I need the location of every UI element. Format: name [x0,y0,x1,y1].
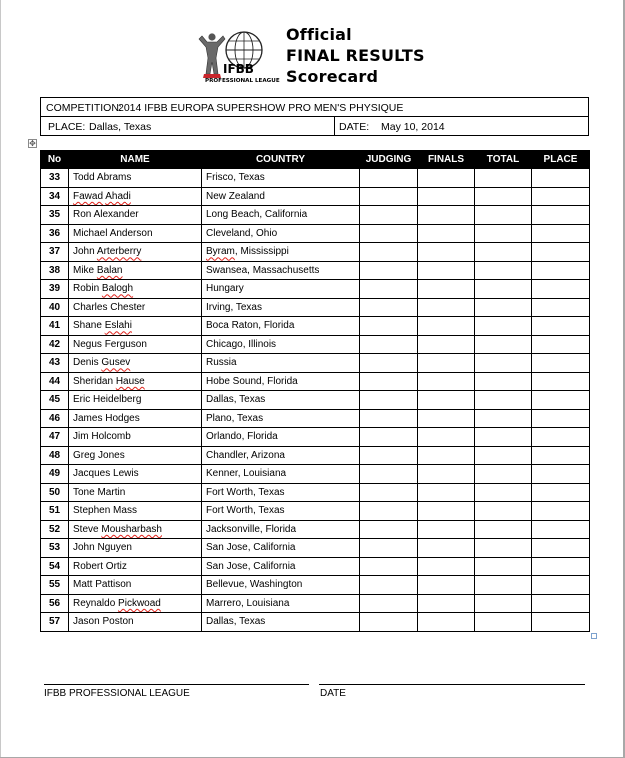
competitor-first-name: Negus [73,338,102,350]
competitor-last-name: Balan [96,264,123,276]
competitor-first-name: Jim [73,431,89,443]
competitor-first-name: Stephen [73,505,111,517]
place-label: PLACE: [48,121,86,133]
competitor-first-name: Ron [73,209,92,221]
competitor-number: 43 [41,354,69,373]
competitor-last-name: Hause [115,375,145,387]
competitor-last-name: Alexander [93,209,139,221]
total-cell[interactable] [475,335,532,354]
place-cell[interactable] [532,243,590,262]
total-cell[interactable] [475,206,532,225]
total-cell[interactable] [475,243,532,262]
competitor-country: Bellevue, Washington [202,576,360,595]
table-row [41,557,590,576]
place-cell[interactable] [532,428,590,447]
finals-cell[interactable] [418,465,475,484]
total-cell[interactable] [475,224,532,243]
table-resize-handle[interactable] [591,633,597,639]
judging-cell[interactable] [360,372,418,391]
competitor-first-name: Matt [73,579,93,591]
competitor-name [69,539,202,558]
logo-subtitle-text: PROFESSIONAL LEAGUE [205,78,280,84]
competitor-first-name: Tone [73,486,95,498]
competitor-country: Cleveland, Ohio [202,224,360,243]
judging-cell[interactable] [360,335,418,354]
place-cell[interactable] [532,502,590,521]
competitor-name [69,354,202,373]
finals-cell[interactable] [418,261,475,280]
signature-line-date [319,684,585,685]
competitor-last-name: Gusev [101,357,131,369]
competitor-country: Frisco, Texas [202,169,360,188]
competitor-country: Orlando, Florida [202,428,360,447]
judging-cell[interactable] [360,409,418,428]
competition-box [40,97,589,117]
place-cell[interactable] [532,298,590,317]
table-row [41,317,590,336]
competitor-first-name: Michael [73,227,108,239]
competitor-first-name: Steve [73,523,99,535]
competitor-country: Irving, Texas [202,298,360,317]
competitor-first-name: Shane [73,320,102,332]
table-row [41,483,590,502]
judging-cell[interactable] [360,187,418,206]
scorecard-table [40,150,590,632]
footer-date-label: DATE [320,688,346,699]
col-header-judging: JUDGING [360,151,418,169]
finals-cell[interactable] [418,613,475,632]
competitor-name [69,335,202,354]
competitor-last-name: Mousharbash [101,523,162,535]
total-cell[interactable] [475,539,532,558]
judging-cell[interactable] [360,391,418,410]
competitor-number: 33 [41,169,69,188]
competitor-number: 57 [41,613,69,632]
judging-cell[interactable] [360,243,418,262]
competitor-last-name: Heidelberg [93,394,142,406]
competitor-name [69,520,202,539]
judging-cell[interactable] [360,298,418,317]
col-header-place: PLACE [532,151,590,169]
finals-cell[interactable] [418,224,475,243]
logo-brand-text: IFBB [223,62,254,76]
title-line-final-results: FINAL RESULTS [286,46,425,65]
total-cell[interactable] [475,391,532,410]
competitor-first-name: Eric [73,394,91,406]
table-header-row [41,151,590,169]
judging-cell[interactable] [360,613,418,632]
place-cell[interactable] [532,354,590,373]
table-row [41,243,590,262]
competitor-last-name: Martin [97,486,126,498]
competitor-number: 56 [41,594,69,613]
competitor-country: Russia [202,354,360,373]
total-cell[interactable] [475,280,532,299]
competitor-last-name: Anderson [109,227,153,239]
place-cell[interactable] [532,446,590,465]
total-cell[interactable] [475,557,532,576]
competitor-name [69,261,202,280]
finals-cell[interactable] [418,298,475,317]
competitor-country: Hobe Sound, Florida [202,372,360,391]
competition-value: 2014 IFBB EUROPA SUPERSHOW PRO MEN'S PHYSIQUE [118,102,404,114]
place-cell[interactable] [532,372,590,391]
table-row [41,409,590,428]
place-cell[interactable] [532,187,590,206]
judging-cell[interactable] [360,557,418,576]
judging-cell[interactable] [360,206,418,225]
table-row [41,520,590,539]
competitor-first-name: Denis [73,357,99,369]
competitor-last-name: Ferguson [104,338,147,350]
finals-cell[interactable] [418,483,475,502]
place-date-divider [334,117,335,135]
finals-cell[interactable] [418,335,475,354]
competitor-last-name: Lewis [113,468,139,480]
competitor-first-name: Mike [73,264,95,276]
judging-cell[interactable] [360,483,418,502]
competitor-name [69,428,202,447]
competitor-name [69,465,202,484]
competitor-name [69,224,202,243]
total-cell[interactable] [475,372,532,391]
competitor-number: 53 [41,539,69,558]
col-header-total: TOTAL [475,151,532,169]
total-cell[interactable] [475,483,532,502]
finals-cell[interactable] [418,539,475,558]
competitor-last-name: Nguyen [97,542,132,554]
competitor-first-name: Charles [73,301,108,313]
competitor-first-name: Fawad [73,190,104,202]
finals-cell[interactable] [418,354,475,373]
place-cell[interactable] [532,261,590,280]
total-cell[interactable] [475,409,532,428]
competitor-number: 51 [41,502,69,521]
finals-cell[interactable] [418,502,475,521]
competitor-last-name: Hodges [105,412,140,424]
competitor-number: 34 [41,187,69,206]
judging-cell[interactable] [360,465,418,484]
competitor-last-name: Jones [98,449,125,461]
competitor-country: San Jose, California [202,557,360,576]
judging-cell[interactable] [360,539,418,558]
competitor-name [69,169,202,188]
finals-cell[interactable] [418,206,475,225]
competitor-country: Marrero, Louisiana [202,594,360,613]
competitor-number: 35 [41,206,69,225]
competitor-number: 55 [41,576,69,595]
competitor-country: Dallas, Texas [202,613,360,632]
competitor-number: 50 [41,483,69,502]
competitor-first-name: Robert [73,560,104,572]
competitor-number: 46 [41,409,69,428]
competitor-number: 49 [41,465,69,484]
place-cell[interactable] [532,539,590,558]
place-cell[interactable] [532,335,590,354]
place-cell[interactable] [532,557,590,576]
total-cell[interactable] [475,502,532,521]
competitor-last-name: Pickwoad [118,597,161,609]
total-cell[interactable] [475,428,532,447]
col-header-no: No [41,151,69,169]
table-row [41,613,590,632]
competitor-last-name: Chester [110,301,146,313]
competitor-first-name: Greg [73,449,96,461]
finals-cell[interactable] [418,428,475,447]
judging-cell[interactable] [360,428,418,447]
finals-cell[interactable] [418,576,475,595]
competitor-name [69,557,202,576]
finals-cell[interactable] [418,317,475,336]
competitor-number: 44 [41,372,69,391]
competitor-last-name: Holcomb [91,431,131,443]
finals-cell[interactable] [418,557,475,576]
table-row [41,502,590,521]
competitor-last-name: Abrams [96,172,132,184]
judging-cell[interactable] [360,502,418,521]
judging-cell[interactable] [360,354,418,373]
competitor-country: Byram, Mississippi [202,243,360,262]
footer-league-label: IFBB PROFESSIONAL LEAGUE [44,688,190,699]
competitor-country: Plano, Texas [202,409,360,428]
competitor-first-name: Jacques [73,468,111,480]
competitor-country: Swansea, Massachusetts [202,261,360,280]
place-date-box [40,117,589,136]
competitor-last-name: Poston [102,616,134,628]
competitor-first-name: John [73,246,95,258]
total-cell[interactable] [475,520,532,539]
table-row [41,169,590,188]
total-cell[interactable] [475,317,532,336]
competitor-first-name: Todd [73,172,95,184]
place-cell[interactable] [532,391,590,410]
table-row [41,539,590,558]
place-cell[interactable] [532,465,590,484]
competitor-country: Kenner, Louisiana [202,465,360,484]
finals-cell[interactable] [418,446,475,465]
signature-line-league [44,684,309,685]
competitor-last-name: Ortiz [105,560,127,572]
competitor-name [69,613,202,632]
competitor-name [69,372,202,391]
competitor-number: 36 [41,224,69,243]
table-row [41,187,590,206]
place-cell[interactable] [532,520,590,539]
competitor-first-name: Robin [73,283,100,295]
competitor-first-name: Sheridan [73,375,114,387]
ifbb-logo [196,28,282,84]
place-cell[interactable] [532,483,590,502]
competitor-country: New Zealand [202,187,360,206]
competitor-number: 39 [41,280,69,299]
competitor-number: 48 [41,446,69,465]
competitor-number: 52 [41,520,69,539]
finals-cell[interactable] [418,409,475,428]
finals-cell[interactable] [418,520,475,539]
finals-cell[interactable] [418,187,475,206]
table-row [41,372,590,391]
competitor-last-name: Mass [113,505,137,517]
place-cell[interactable] [532,280,590,299]
place-cell[interactable] [532,576,590,595]
competitor-number: 45 [41,391,69,410]
finals-cell[interactable] [418,391,475,410]
table-row [41,354,590,373]
total-cell[interactable] [475,187,532,206]
competitor-name [69,280,202,299]
title-line-scorecard: Scorecard [286,67,379,86]
competitor-country: Chandler, Arizona [202,446,360,465]
total-cell[interactable] [475,169,532,188]
total-cell[interactable] [475,576,532,595]
competition-label: COMPETITION: [46,102,122,114]
competitor-number: 47 [41,428,69,447]
finals-cell[interactable] [418,169,475,188]
competitor-name [69,446,202,465]
title-line-official: Official [286,25,352,44]
finals-cell[interactable] [418,243,475,262]
place-cell[interactable] [532,317,590,336]
competitor-country: Boca Raton, Florida [202,317,360,336]
competitor-country: Fort Worth, Texas [202,483,360,502]
table-row [41,446,590,465]
total-cell[interactable] [475,261,532,280]
finals-cell[interactable] [418,280,475,299]
competitor-name [69,206,202,225]
table-row [41,280,590,299]
place-cell[interactable] [532,409,590,428]
judging-cell[interactable] [360,520,418,539]
table-row [41,465,590,484]
competitor-name [69,409,202,428]
place-cell[interactable] [532,169,590,188]
competitor-last-name: Eslahi [104,320,132,332]
table-row [41,261,590,280]
competitor-number: 38 [41,261,69,280]
competitor-name [69,576,202,595]
competitor-country: Hungary [202,280,360,299]
competitor-last-name: Pattison [95,579,132,591]
competitor-country: San Jose, California [202,539,360,558]
competitor-last-name: Ahadi [105,190,131,202]
competitor-number: 42 [41,335,69,354]
table-row [41,298,590,317]
total-cell[interactable] [475,298,532,317]
competitor-country: Long Beach, California [202,206,360,225]
competitor-country: Fort Worth, Texas [202,502,360,521]
place-cell[interactable] [532,613,590,632]
table-row [41,594,590,613]
table-row [41,576,590,595]
judging-cell[interactable] [360,594,418,613]
competitor-name [69,317,202,336]
table-row [41,428,590,447]
table-row [41,391,590,410]
window-edge-left [0,0,1,758]
judging-cell[interactable] [360,169,418,188]
table-row [41,224,590,243]
competitor-country: Jacksonville, Florida [202,520,360,539]
total-cell[interactable] [475,446,532,465]
place-value: Dallas, Texas [89,121,152,133]
place-cell[interactable] [532,224,590,243]
judging-cell[interactable] [360,261,418,280]
place-cell[interactable] [532,594,590,613]
col-header-name: NAME [69,151,202,169]
place-cell[interactable] [532,206,590,225]
table-row [41,206,590,225]
document-title [286,24,425,87]
competitor-first-name: Jason [73,616,100,628]
bodybuilder-figure-icon [199,33,225,78]
competitor-name [69,298,202,317]
total-cell[interactable] [475,613,532,632]
judging-cell[interactable] [360,317,418,336]
finals-cell[interactable] [418,372,475,391]
competitor-first-name: Reynaldo [73,597,116,609]
total-cell[interactable] [475,354,532,373]
competitor-name [69,483,202,502]
competitor-first-name: John [73,542,95,554]
competitor-name [69,391,202,410]
judging-cell[interactable] [360,576,418,595]
competitor-number: 37 [41,243,69,262]
competitor-country: Dallas, Texas [202,391,360,410]
total-cell[interactable] [475,594,532,613]
judging-cell[interactable] [360,224,418,243]
table-move-handle-icon[interactable]: ✥ [29,139,36,148]
competitor-country: Chicago, Illinois [202,335,360,354]
competitor-name [69,243,202,262]
date-label: DATE: [339,121,370,133]
total-cell[interactable] [475,465,532,484]
judging-cell[interactable] [360,280,418,299]
date-value: May 10, 2014 [381,121,445,133]
scorecard-table-body [41,169,590,632]
competitor-number: 40 [41,298,69,317]
competitor-last-name: Balogh [101,283,134,295]
table-row [41,335,590,354]
competitor-name [69,502,202,521]
col-header-country: COUNTRY [202,151,360,169]
competitor-number: 41 [41,317,69,336]
finals-cell[interactable] [418,594,475,613]
competitor-first-name: James [73,412,103,424]
competitor-name [69,594,202,613]
competitor-number: 54 [41,557,69,576]
judging-cell[interactable] [360,446,418,465]
col-header-finals: FINALS [418,151,475,169]
competitor-name [69,187,202,206]
competitor-last-name: Arterberry [96,246,142,258]
